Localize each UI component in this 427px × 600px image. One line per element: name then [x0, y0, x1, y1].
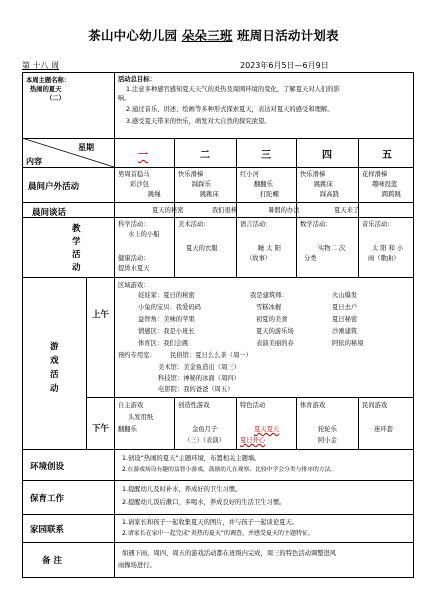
content-label: 内容	[26, 157, 42, 166]
remarks-label: 备 注	[42, 556, 62, 566]
area-r3-c1: 益智角：美味的苹果	[138, 316, 195, 323]
day-thu: 四	[322, 150, 332, 161]
area-r2-c2: 雪糕冰棍	[256, 304, 282, 311]
talk-4: 夏天来了	[334, 207, 360, 214]
pm-mon-3: 翻翻乐	[118, 426, 137, 433]
games-char-1: 游	[50, 342, 59, 352]
teach-fri-1: 音乐活动：	[362, 221, 394, 228]
pm-tue-2: 金鱼月子	[192, 426, 218, 433]
area-r4-c3: 沙滩建筑	[332, 328, 358, 335]
area-r4-c1: 情感区：我是小班长	[138, 328, 195, 335]
family-label: 家园联系	[30, 525, 65, 535]
teach-wed-1: 语言活动：	[240, 221, 272, 228]
games-char-2: 戏	[50, 356, 59, 366]
page-title	[0, 26, 427, 44]
teach-char-1: 教	[72, 224, 81, 234]
teach-thu-2: 实物二 次	[318, 245, 346, 252]
day-mon: 一	[138, 150, 148, 161]
remarks-1: 如遇下雨，周四、周五的游戏活动都在班级内完成，周三的特色活动调整进风	[122, 550, 337, 557]
theme-label: 本周主题名称：	[26, 77, 71, 84]
class-name: 朵朵三班	[181, 28, 233, 43]
family-1: 1.请家长和孩子一起收集夏天的图片，并与孩子一起谈论夏天。	[122, 519, 299, 526]
goal-3: 3.感受夏天带来的快乐，萌发对大自然的探究欲望。	[126, 118, 271, 125]
outdoor-thu-2: 跳跳床	[314, 181, 333, 188]
teach-tue-2: 夏天的衣服	[186, 245, 218, 252]
pm-wed-1: 特色活动	[240, 402, 266, 409]
teach-char-4: 动	[72, 263, 81, 273]
teach-mon-4: 提烫水夏天	[118, 265, 150, 272]
environment-label: 环境创设	[30, 462, 65, 472]
care-2: 2.提醒幼儿饭后漱口、多喝水，养成良好的生活卫生习惯。	[122, 499, 286, 506]
area-title: 区域游戏：	[118, 282, 150, 289]
games-afternoon-label: 下午	[92, 424, 110, 434]
pm-mon-1: 自主游戏	[118, 402, 144, 409]
area-r5-c3: 阿依的秘境	[332, 340, 364, 347]
special-3: 科技馆：神秘的冰面（周四）	[158, 375, 240, 382]
teach-wed-3: （故事）	[246, 255, 272, 262]
outdoor-tue-2: 踩踩乐	[192, 181, 211, 188]
area-r5-c1: 体育区：我们会跳	[138, 340, 189, 347]
games-char-4: 动	[50, 384, 59, 394]
env-2: 2.在游戏场设有趣的益智小游戏，鼓励幼儿在观察、比较中学会分类与排序的方法。	[122, 467, 337, 473]
day-tue: 二	[200, 150, 210, 161]
week-number: 第 十八 周	[22, 61, 60, 70]
morning-talk-label: 晨间谈话	[32, 208, 67, 218]
outdoor-thu-1: 快乐滑梯	[300, 171, 326, 178]
teach-fri-3: 雨（歌曲）	[368, 255, 400, 262]
family-2: 2.请家长在家中一起完成“炎热的夏天”的调查，并感受夏天的主题特征。	[122, 530, 314, 537]
theme-part: （二）	[46, 95, 65, 102]
teach-wed-2: 睡 太 阳	[258, 245, 281, 252]
pm-thu-3: 阿小金	[318, 437, 337, 444]
outdoor-mon-3: 跳绳	[148, 191, 161, 198]
pm-fri-2: 迷环套	[374, 426, 393, 433]
area-r2-c3: 夏日去户	[332, 304, 358, 311]
outdoor-mon-2: 彩沙包	[130, 181, 149, 188]
pm-tue-1: 创造性游戏	[178, 402, 210, 409]
area-r5-c2: 表演美丽的春	[256, 340, 294, 347]
pm-thu-2: 轮轮乐	[318, 426, 337, 433]
games-morning-label: 上午	[92, 310, 110, 320]
teach-thu-3: 分类	[304, 255, 317, 262]
pm-wed-3: 夏日开心	[240, 437, 266, 444]
teach-mon-3: 健康活动：	[118, 255, 150, 262]
pm-wed-2: 夏天夏天	[254, 426, 280, 433]
school-name: 茶山中心幼儿园	[88, 28, 178, 43]
games-char-3: 活	[50, 370, 59, 380]
outdoor-label: 晨间户外活动	[28, 182, 80, 192]
pm-tue-3: （三）（表演）	[184, 437, 225, 444]
special-2: 美术馆：美金鱼造出（周三）	[158, 364, 240, 371]
date-range: 2023年6月5日—6月9日	[240, 61, 329, 70]
outdoor-mon-1: 男周首稳马	[118, 171, 150, 178]
goal-2: 2.通过音乐、讲述、绘画等多种形式探索夏天，表达对夏天的感受和理解。	[126, 106, 334, 113]
area-r1-c3: 火山爆发	[332, 292, 358, 299]
day-wed: 三	[261, 150, 271, 161]
teach-mon-1: 科学活动：	[118, 221, 150, 228]
outdoor-wed-1: 红小河	[240, 171, 259, 178]
outdoor-wed-2: 翻翻乐	[254, 181, 273, 188]
outdoor-fri-3: 跨跨跳	[382, 191, 401, 198]
talk-2: 我们很棒	[212, 207, 238, 214]
outdoor-fri-1: 花样滑梯	[362, 171, 388, 178]
talk-3: 暑假的办法	[268, 207, 300, 214]
pm-mon-2: 头发用纸	[128, 414, 154, 421]
outdoor-wed-3: 打陀螺	[260, 191, 279, 198]
care-label: 保育工作	[30, 494, 65, 504]
area-r3-c3: 夏日秘密	[332, 316, 358, 323]
pm-thu-1: 体育游戏	[300, 402, 326, 409]
teach-thu-1: 数学活动：	[300, 221, 332, 228]
special-4: 电影院：我的爸爸（周五）	[158, 386, 234, 393]
talk-1: 夏天的秘密	[152, 207, 184, 214]
teach-char-3: 活	[72, 250, 81, 260]
weekday-label: 星期	[78, 143, 94, 152]
plan-title: 班周日活动计划表	[237, 28, 339, 43]
special-1: 民俗馆：夏日么么茶（周一）	[170, 352, 252, 359]
outdoor-thu-3: 踩高跷	[320, 191, 339, 198]
day-fri: 五	[382, 150, 392, 161]
remarks-2: 雨操场进行。	[118, 562, 156, 569]
teach-mon-2: 水上的小船	[128, 231, 160, 238]
goal-1-cont: 响。	[118, 95, 131, 102]
outdoor-fri-2: 趣味投篮	[372, 181, 398, 188]
pm-fri-1: 民间游戏	[362, 402, 388, 409]
teach-fri-2: 太 阳 和 小	[372, 245, 404, 252]
area-r3-c2: 初夏的美食	[256, 316, 288, 323]
care-1: 1.提醒幼儿及时补水，养成好的卫生习惯。	[122, 486, 242, 493]
theme-name: 热闹的夏天	[30, 86, 62, 93]
teach-tue-1: 美术活动：	[178, 221, 210, 228]
area-r4-c2: 夏天的游乐场	[256, 328, 294, 335]
area-r2-c1: 小兔的宝贝：我爱码码	[138, 304, 201, 311]
outdoor-tue-1: 快乐滑梯	[178, 171, 204, 178]
plan-table	[22, 72, 414, 578]
area-r1-c2: 我是建筑师：	[250, 292, 288, 299]
outdoor-tue-3: 跳跳床	[200, 191, 219, 198]
area-r1-c1: 娃娃家：夏日的秘密	[138, 292, 195, 299]
goal-1: 1.注意多种感官感知夏天天气的炎热及周围环境的变化，了解夏天对人们的影	[126, 86, 340, 93]
teach-char-2: 学	[72, 237, 81, 247]
goals-label: 活动总目标：	[118, 76, 156, 83]
special-title: 预约专用室：	[118, 352, 156, 359]
env-1: 1.创设“热闹的夏天”主题环境，布置相关主题墙。	[122, 455, 261, 462]
